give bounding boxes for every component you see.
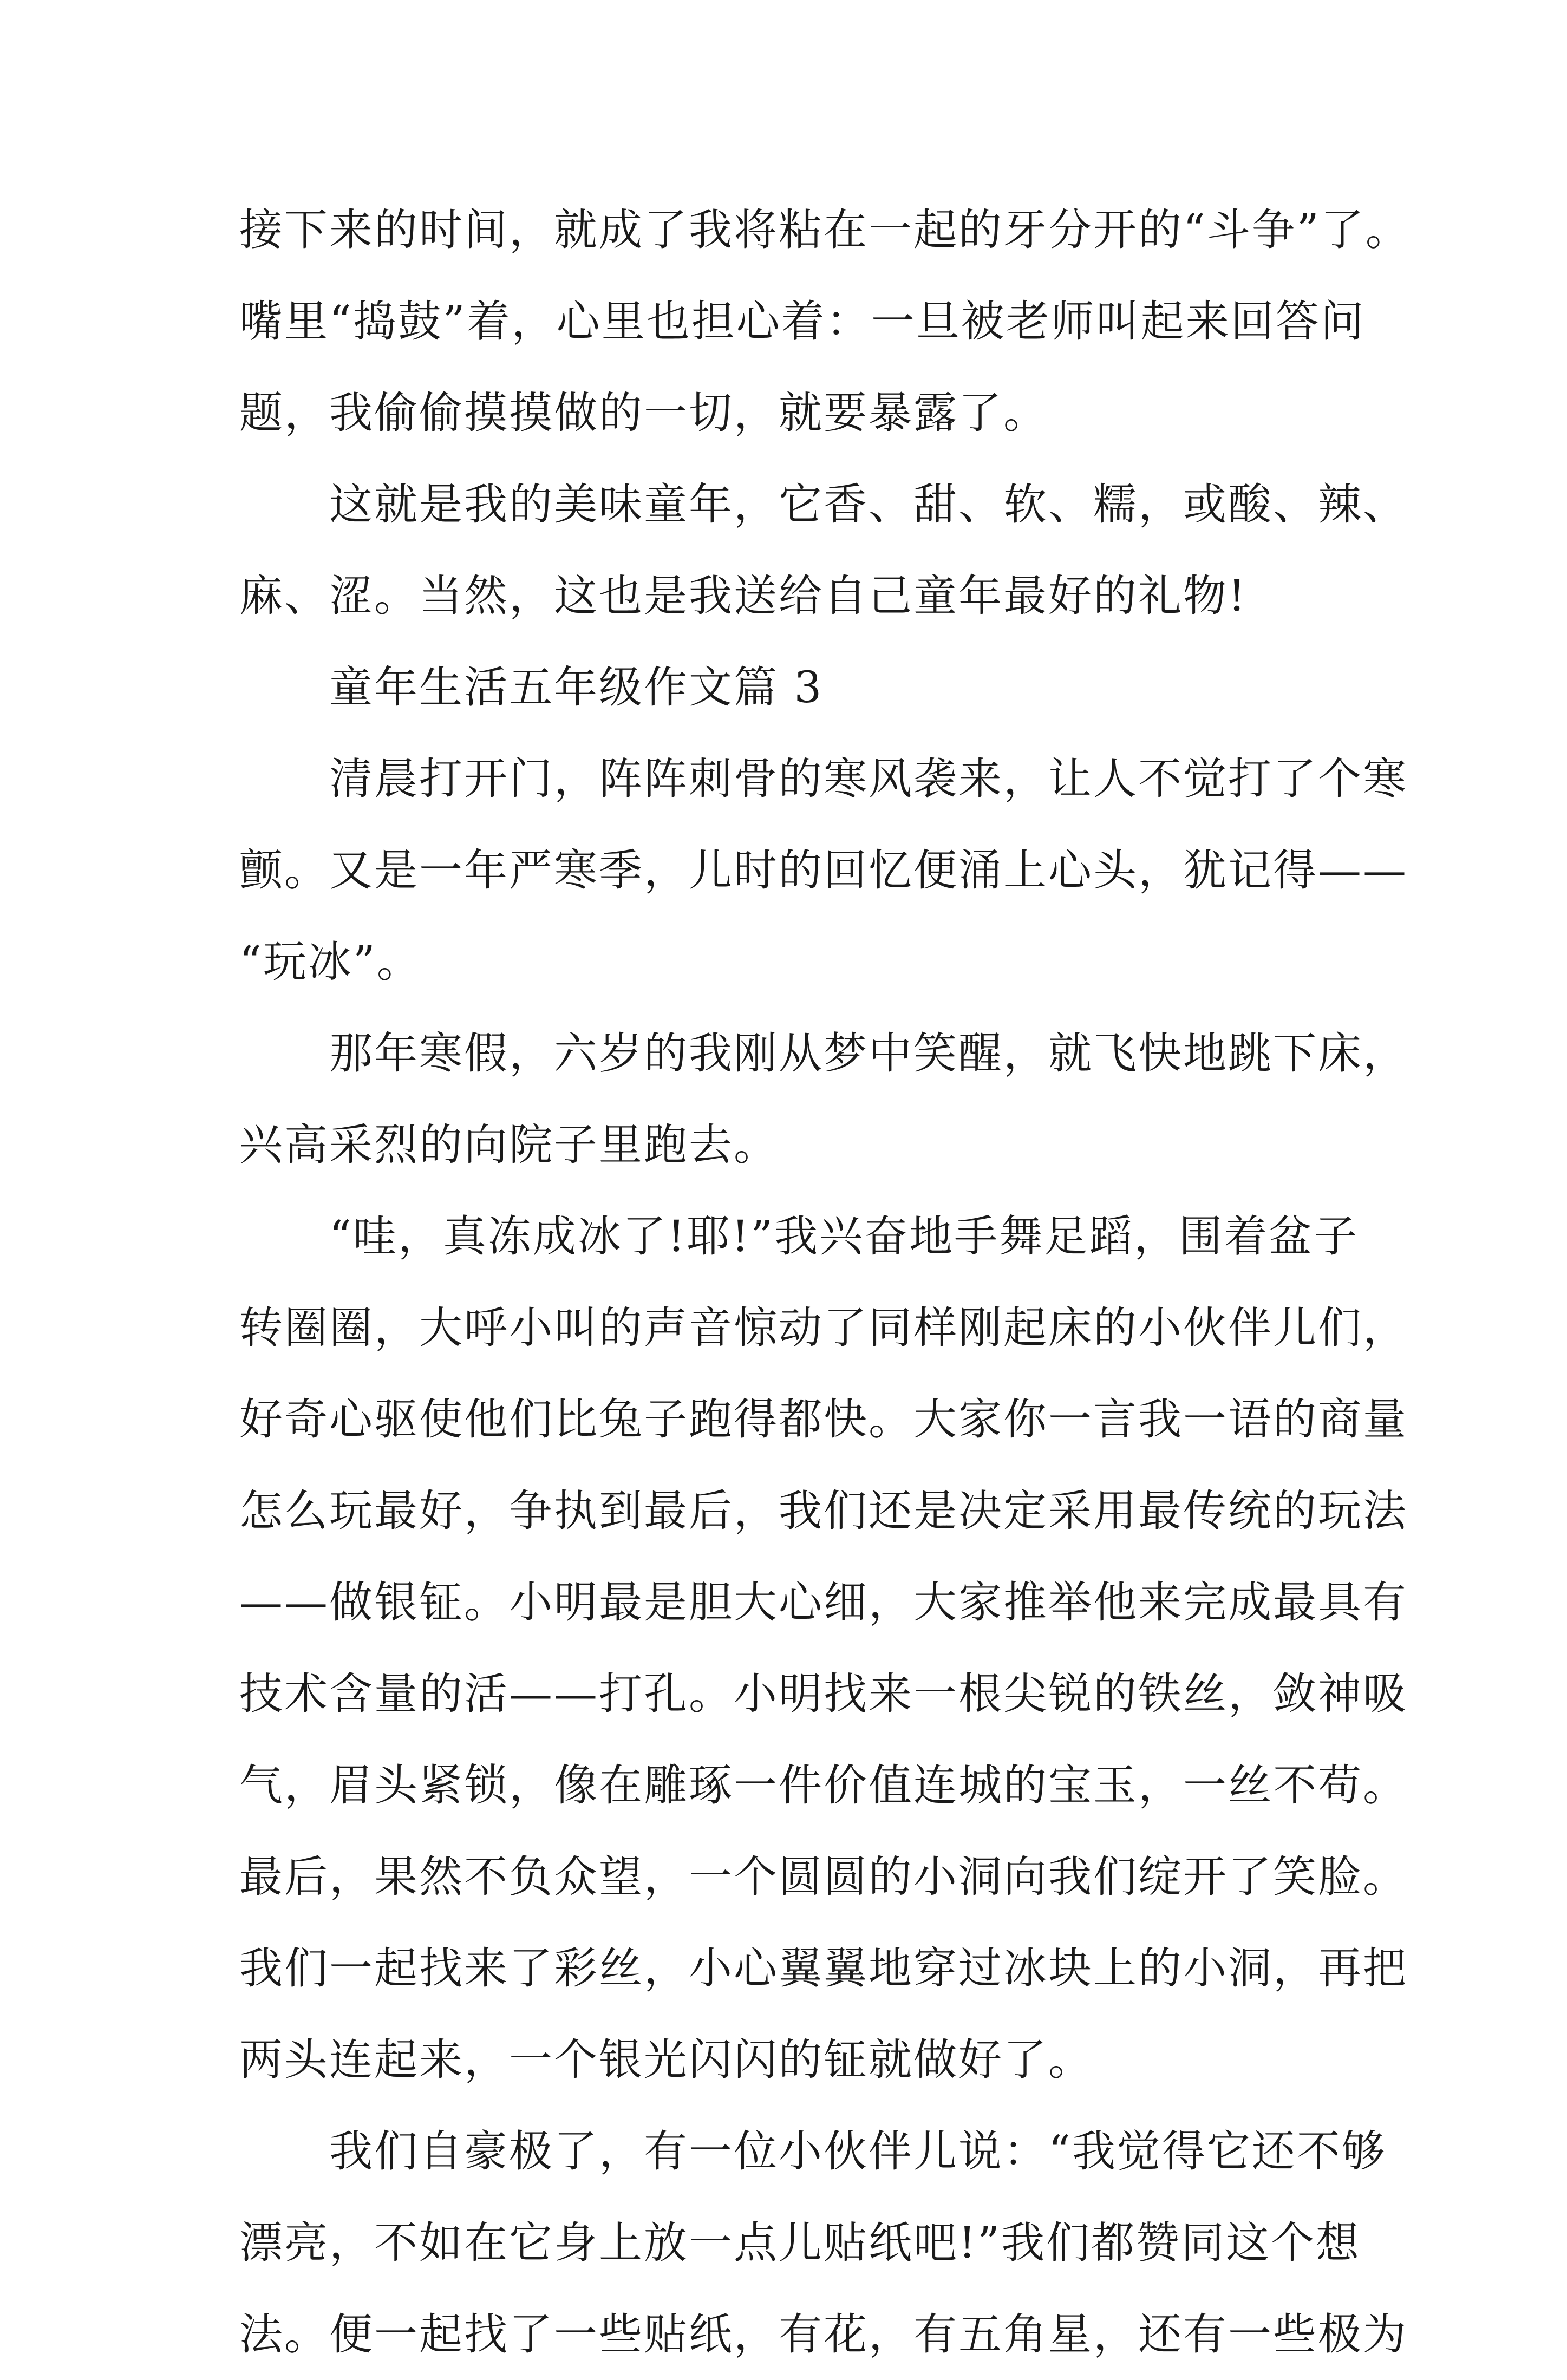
text-line: 两头连起来，一个银光闪闪的钲就做好了。 <box>239 2035 1093 2085</box>
text-line: 那年寒假，六岁的我刚从梦中笑醒，就飞快地跳下床， <box>329 1028 1408 1078</box>
text-line: 技术含量的活——打孔。小明找来一根尖锐的铁丝，敛神吸 <box>239 1669 1408 1719</box>
text-line: 麻、涩。当然，这也是我送给自己童年最好的礼物! <box>239 571 1248 621</box>
text-line: 好奇心驱使他们比兔子跑得都快。大家你一言我一语的商量 <box>239 1394 1408 1444</box>
text-line: 我们一起找来了彩丝，小心翼翼地穿过冰块上的小洞，再把 <box>239 1943 1408 1993</box>
text-line: “哇，真冻成冰了!耶!”我兴奋地手舞足蹈，围着盆子 <box>329 1211 1359 1261</box>
text-line: 题，我偷偷摸摸做的一切，就要暴露了。 <box>239 388 1048 438</box>
text-line: 颤。又是一年严寒季，儿时的回忆便涌上心头，犹记得—— <box>239 845 1408 895</box>
text-line: 嘴里“捣鼓”着，心里也担心着：一旦被老师叫起来回答问 <box>239 296 1366 346</box>
text-line: 法。便一起找了一些贴纸，有花，有五角星，还有一些极为 <box>239 2309 1408 2359</box>
text-line: 我们自豪极了，有一位小伙伴儿说：“我觉得它还不够 <box>329 2126 1387 2176</box>
document-body <box>239 184 1411 2380</box>
text-line: 这就是我的美味童年，它香、甜、软、糯，或酸、辣、 <box>329 479 1408 529</box>
text-line: 转圈圈，大呼小叫的声音惊动了同样刚起床的小伙伴儿们， <box>239 1303 1408 1353</box>
text-line: 清晨打开门，阵阵刺骨的寒风袭来，让人不觉打了个寒 <box>329 754 1408 804</box>
text-line: 怎么玩最好，争执到最后，我们还是决定采用最传统的玩法 <box>239 1486 1408 1536</box>
section-heading: 童年生活五年级作文篇 3 <box>329 662 824 712</box>
text-line: 接下来的时间，就成了我将粘在一起的牙分开的“斗争”了。 <box>239 205 1411 255</box>
text-line: 漂亮，不如在它身上放一点儿贴纸吧!”我们都赞同这个想 <box>239 2218 1361 2268</box>
text-line: 最后，果然不负众望，一个圆圆的小洞向我们绽开了笑脸。 <box>239 1852 1408 1902</box>
text-line: 兴高采烈的向院子里跑去。 <box>239 1120 779 1170</box>
text-line: 气，眉头紧锁，像在雕琢一件价值连城的宝玉，一丝不苟。 <box>239 1760 1408 1810</box>
text-line: “玩冰”。 <box>239 937 422 987</box>
text-line: ——做银钲。小明最是胆大心细，大家推举他来完成最具有 <box>239 1577 1408 1627</box>
